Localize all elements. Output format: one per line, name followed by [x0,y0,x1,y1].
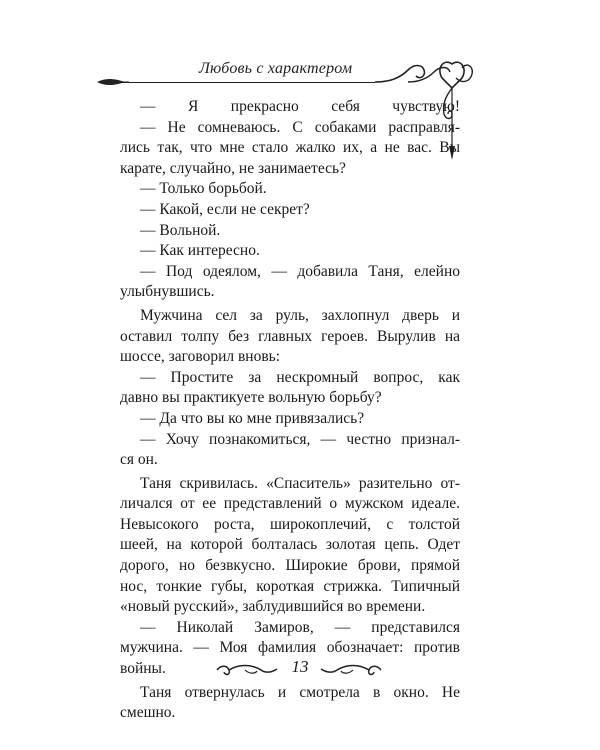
running-title: Любовь с характером [199,60,353,77]
text-line: смешно. [120,704,176,722]
text-line: Таня отвернулась и смотрела в окно. Не [140,683,460,701]
text-line: — Вольной. [140,221,221,239]
text-line: мужчина. — Моя фамилия обозначает: против [120,639,460,657]
right-flourish-icon [319,661,383,679]
body-text [120,97,460,724]
text-line: — Не сомневаюсь. С собаками расправля- [140,118,460,136]
page-footer [215,655,385,685]
text-line: «новый русский», заблудившийся во времени. [120,598,426,616]
text-line: Невысокого роста, широкоплечий, с толстой [120,515,460,533]
text-line: — Николай Замиров, — представился [140,618,460,636]
text-line: — Как интересно. [140,242,260,260]
header-rule [115,82,375,83]
text-line: Мужчина сел за руль, захлопнул дверь и [140,306,460,324]
text-line: карате, случайно, не занимаетесь? [120,159,346,177]
text-line: — Только борьбой. [140,180,267,198]
text-line: улыбнувшись. [120,283,215,301]
text-line: нос, тонкие губы, короткая стрижка. Типичный [120,577,460,595]
text-line: — Хочу познакомиться, — честно признал- [140,430,460,448]
text-line: — Простите за нескромный вопрос, как [140,368,460,386]
text-line: Таня скривилась. «Спаситель» разительно от- [140,474,460,492]
text-line: личался от ее представлений о мужском идеале. [120,495,460,513]
text-line: — Я прекрасно себя чувствую! [140,98,460,115]
text-line: давно вы практикуете вольную борьбу? [120,389,382,407]
text-line: — Какой, если не секрет? [140,200,310,218]
running-header [95,48,515,88]
page-number: 13 [291,657,309,676]
text-line: — Да что вы ко мне привязались? [140,409,365,427]
text-line: — Под одеялом, — добавила Таня, елейно [140,262,460,280]
text-line: дорого, но безвкусно. Широкие брови, прямой [120,557,460,575]
text-line: войны. [120,660,166,678]
text-line: шоссе, заговорил вновь: [120,348,281,366]
text-line: шеей, на которой болталась золотая цепь. Одет [120,536,460,554]
text-line: оставил толпу без главных героев. Вырулив на [120,327,460,345]
text-line: ся он. [120,451,158,469]
text-line: лись так, что мне стало жалко их, а не вас. Вы [120,139,460,157]
left-flourish-icon [215,661,279,679]
